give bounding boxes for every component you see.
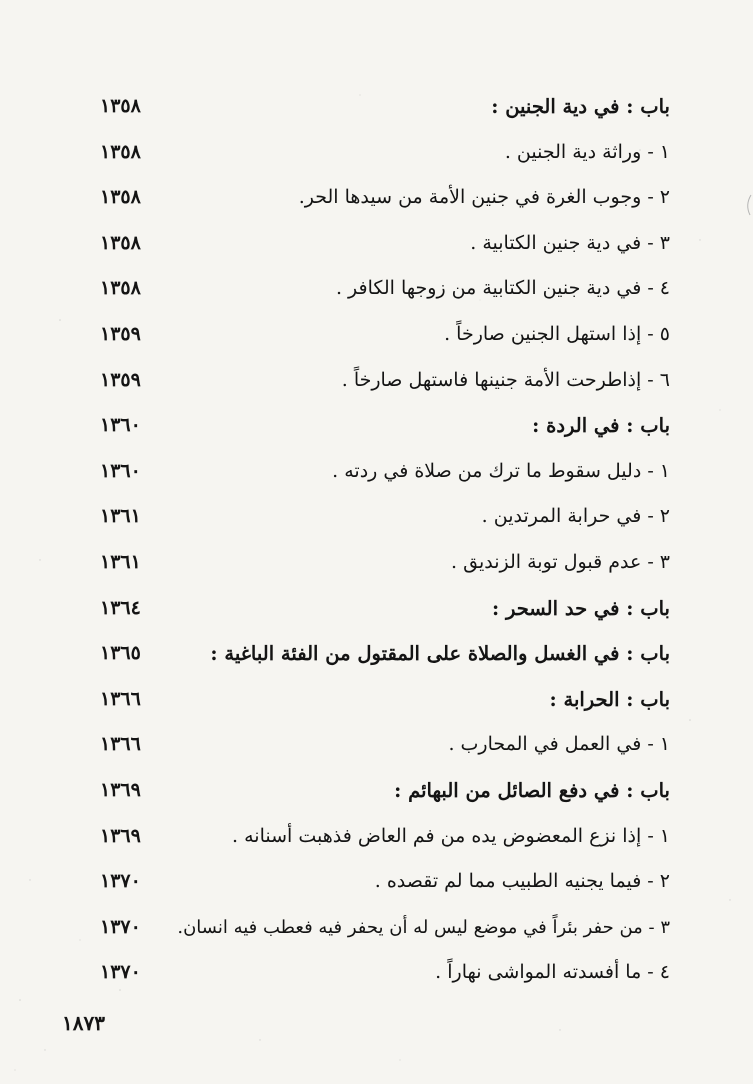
toc-row xyxy=(100,494,670,540)
toc-title: ٦ - إذاطرحت الأمة جنينها فاستهل صارخاً . xyxy=(341,368,670,391)
toc-page-number: ١٣٦٩ xyxy=(100,824,141,847)
toc-page-number: ١٣٦١ xyxy=(100,505,141,528)
toc-row xyxy=(100,312,670,358)
toc-row xyxy=(100,84,670,130)
toc-row xyxy=(100,540,670,586)
toc-title: باب : في الغسل والصلاة على المقتول من الفئة الباغية : xyxy=(210,642,670,666)
toc-page-number: ١٣٥٨ xyxy=(100,186,141,209)
toc-title: ٣ - عدم قبول توبة الزنديق . xyxy=(451,550,670,573)
toc-page-number: ١٣٦٤ xyxy=(100,596,141,619)
toc-row xyxy=(100,722,670,768)
toc-title: باب : في دفع الصائل من البهائم : xyxy=(394,778,670,802)
toc-page-number: ١٣٥٩ xyxy=(100,368,141,391)
toc-title: ١ - وراثة دية الجنين . xyxy=(504,140,670,163)
toc-page-number: ١٣٧٠ xyxy=(100,870,141,893)
toc-title: ١ - إذا نزع المعضوض يده من فم العاض فذهبت أسنانه . xyxy=(232,824,670,847)
toc-title: ٢ - فيما يجنيه الطبيب مما لم تقصده . xyxy=(374,870,670,893)
toc-page-number: ١٣٥٨ xyxy=(100,95,141,117)
toc-title: ٣ - من حفر بئراً في موضع ليس له أن يحفر فيه فعطب فيه انسان. xyxy=(177,916,670,938)
toc-page-number: ١٣٥٨ xyxy=(100,277,141,300)
toc-row xyxy=(100,221,670,267)
toc-row xyxy=(100,586,670,632)
toc-page-number: ١٣٦٦ xyxy=(100,733,141,756)
toc-row xyxy=(100,266,670,312)
toc-row xyxy=(100,905,670,951)
toc-title: باب : في الردة : xyxy=(532,414,670,438)
toc-row xyxy=(100,403,670,449)
toc-row xyxy=(100,175,670,221)
toc-row xyxy=(100,130,670,176)
toc-page-number: ١٣٦٦ xyxy=(100,687,141,710)
toc-page-number: ١٣٦٠ xyxy=(100,414,141,437)
toc-title: ٣ - في دية جنين الكتابية . xyxy=(470,231,670,254)
toc-page-number: ١٣٧٠ xyxy=(100,961,141,984)
toc-title: باب : في دية الجنين : xyxy=(491,95,670,118)
toc-page-number: ١٣٧٠ xyxy=(100,915,141,938)
toc-title: ٤ - ما أفسدته المواشى نهاراً . xyxy=(435,961,670,984)
toc-title: ١ - في العمل في المحارب . xyxy=(448,733,670,756)
toc-row xyxy=(100,449,670,495)
toc-row xyxy=(100,358,670,404)
toc-row xyxy=(100,859,670,905)
toc-page-number: ١٣٦٩ xyxy=(100,778,141,801)
toc-title: باب : الحرابة : xyxy=(549,687,670,711)
toc-page-number: ١٣٦٥ xyxy=(100,642,141,665)
toc-row xyxy=(100,631,670,677)
toc-page-number: ١٣٥٨ xyxy=(100,231,141,254)
toc-title: باب : في حد السحر : xyxy=(491,596,670,620)
toc-row xyxy=(100,768,670,814)
toc-title: ٤ - في دية جنين الكتابية من زوجها الكافر . xyxy=(335,277,670,300)
toc-page-number: ١٣٦١ xyxy=(100,550,141,573)
toc-row xyxy=(100,677,670,723)
toc-title: ٢ - وجوب الغرة في جنين الأمة من سيدها الحر. xyxy=(298,186,670,209)
toc-row xyxy=(100,814,670,860)
page-number: ١٨٧٣ xyxy=(62,1011,105,1035)
toc-page-number: ١٣٦٠ xyxy=(100,459,141,482)
toc-title: ٥ - إذا استهل الجنين صارخاً . xyxy=(444,322,670,345)
toc-title: ٢ - في حرابة المرتدين . xyxy=(481,505,670,528)
toc-row xyxy=(100,950,670,996)
toc-page-number: ١٣٥٩ xyxy=(100,322,141,345)
toc-title: ١ - دليل سقوط ما ترك من صلاة في ردته . xyxy=(332,459,670,482)
table-of-contents xyxy=(100,84,670,996)
toc-page-number: ١٣٥٨ xyxy=(100,140,141,163)
